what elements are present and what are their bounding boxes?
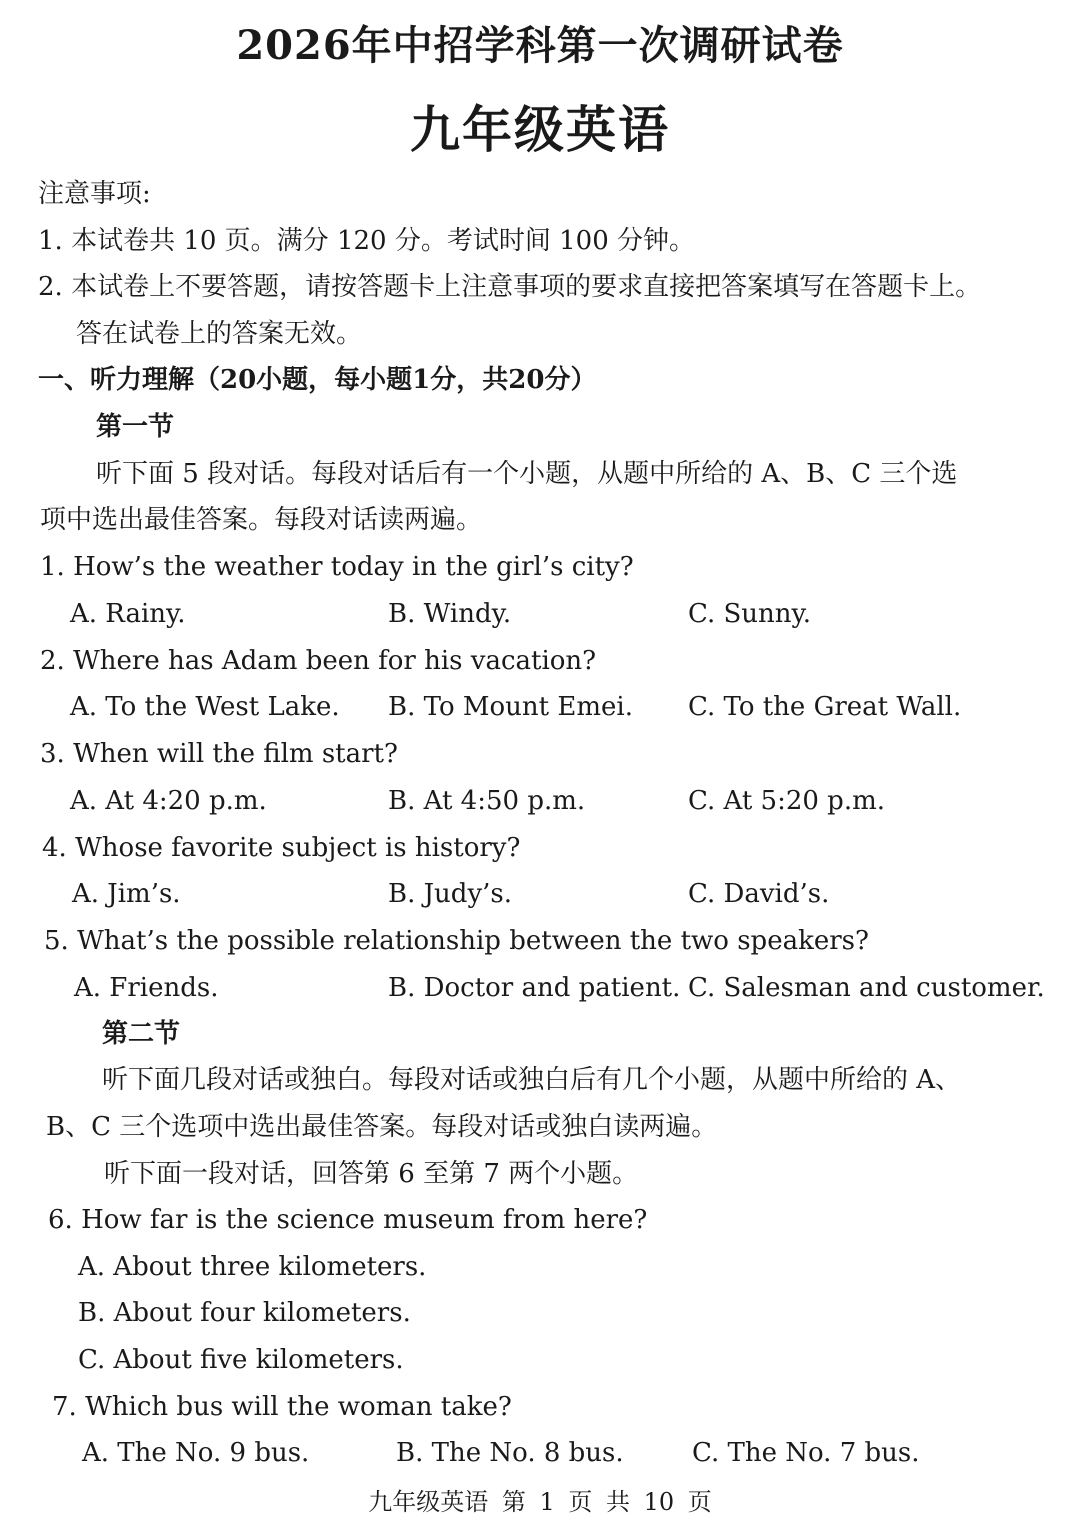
question-4-option-c: C. David’s. <box>688 879 830 909</box>
question-3-option-a: A. At 4:20 p.m. <box>70 786 267 816</box>
question-5-option-c: C. Salesman and customer. <box>688 973 1045 1003</box>
question-4-option-a: A. Jim’s. <box>72 879 181 909</box>
question-2-option-c: C. To the Great Wall. <box>688 692 962 722</box>
section1-instruction-1: 听下面 5 段对话。每段对话后有一个小题，从题中所给的 A、B、C 三个选 <box>96 459 958 489</box>
part1-heading: 一、听力理解（20小题，每小题1分，共20分） <box>38 365 597 395</box>
question-6-option-c: C. About five kilometers. <box>78 1345 404 1375</box>
question-1-option-c: C. Sunny. <box>688 599 812 629</box>
question-2: 2. Where has Adam been for his vacation? <box>40 646 597 676</box>
exam-subject-title: 九年级英语 <box>410 100 670 159</box>
note-item-2-cont: 答在试卷上的答案无效。 <box>76 319 363 349</box>
question-5: 5. What’s the possible relationship between the two speakers? <box>44 926 869 956</box>
section2-instruction-1: 听下面几段对话或独白。每段对话或独白后有几个小题，从题中所给的 A、 <box>102 1065 962 1095</box>
question-3: 3. When will the film start? <box>40 739 398 769</box>
notes-heading: 注意事项: <box>38 179 151 209</box>
question-6-option-b: B. About four kilometers. <box>78 1298 411 1328</box>
question-4: 4. Whose favorite subject is history? <box>42 833 521 863</box>
question-1: 1. How’s the weather today in the girl’s city? <box>40 552 634 582</box>
question-2-option-a: A. To the West Lake. <box>70 692 340 722</box>
question-3-option-b: B. At 4:50 p.m. <box>388 786 586 816</box>
question-5-option-b: B. Doctor and patient. <box>388 973 681 1003</box>
question-6: 6. How far is the science museum from here? <box>48 1205 648 1235</box>
section2-instruction-3: 听下面一段对话，回答第 6 至第 7 两个小题。 <box>104 1159 639 1189</box>
question-7: 7. Which bus will the woman take? <box>52 1392 512 1422</box>
question-4-option-b: B. Judy’s. <box>388 879 513 909</box>
question-7-option-c: C. The No. 7 bus. <box>692 1438 920 1468</box>
section2-title: 第二节 <box>102 1019 181 1049</box>
question-6-option-a: A. About three kilometers. <box>78 1252 427 1282</box>
note-item-1: 1. 本试卷共 10 页。满分 120 分。考试时间 100 分钟。 <box>38 226 695 256</box>
question-7-option-a: A. The No. 9 bus. <box>82 1438 310 1468</box>
page-footer: 九年级英语 第 1 页 共 10 页 <box>368 1488 712 1516</box>
question-5-option-a: A. Friends. <box>74 973 219 1003</box>
exam-title: 2026年中招学科第一次调研试卷 <box>236 22 844 69</box>
question-1-option-a: A. Rainy. <box>70 599 186 629</box>
question-2-option-b: B. To Mount Emei. <box>388 692 633 722</box>
section1-instruction-2: 项中选出最佳答案。每段对话读两遍。 <box>40 505 483 535</box>
question-1-option-b: B. Windy. <box>388 599 512 629</box>
question-7-option-b: B. The No. 8 bus. <box>396 1438 624 1468</box>
section2-instruction-2: B、C 三个选项中选出最佳答案。每段对话或独白读两遍。 <box>46 1112 718 1142</box>
note-item-2: 2. 本试卷上不要答题，请按答题卡上注意事项的要求直接把答案填写在答题卡上。 <box>38 272 982 302</box>
section1-title: 第一节 <box>96 412 175 442</box>
question-3-option-c: C. At 5:20 p.m. <box>688 786 886 816</box>
